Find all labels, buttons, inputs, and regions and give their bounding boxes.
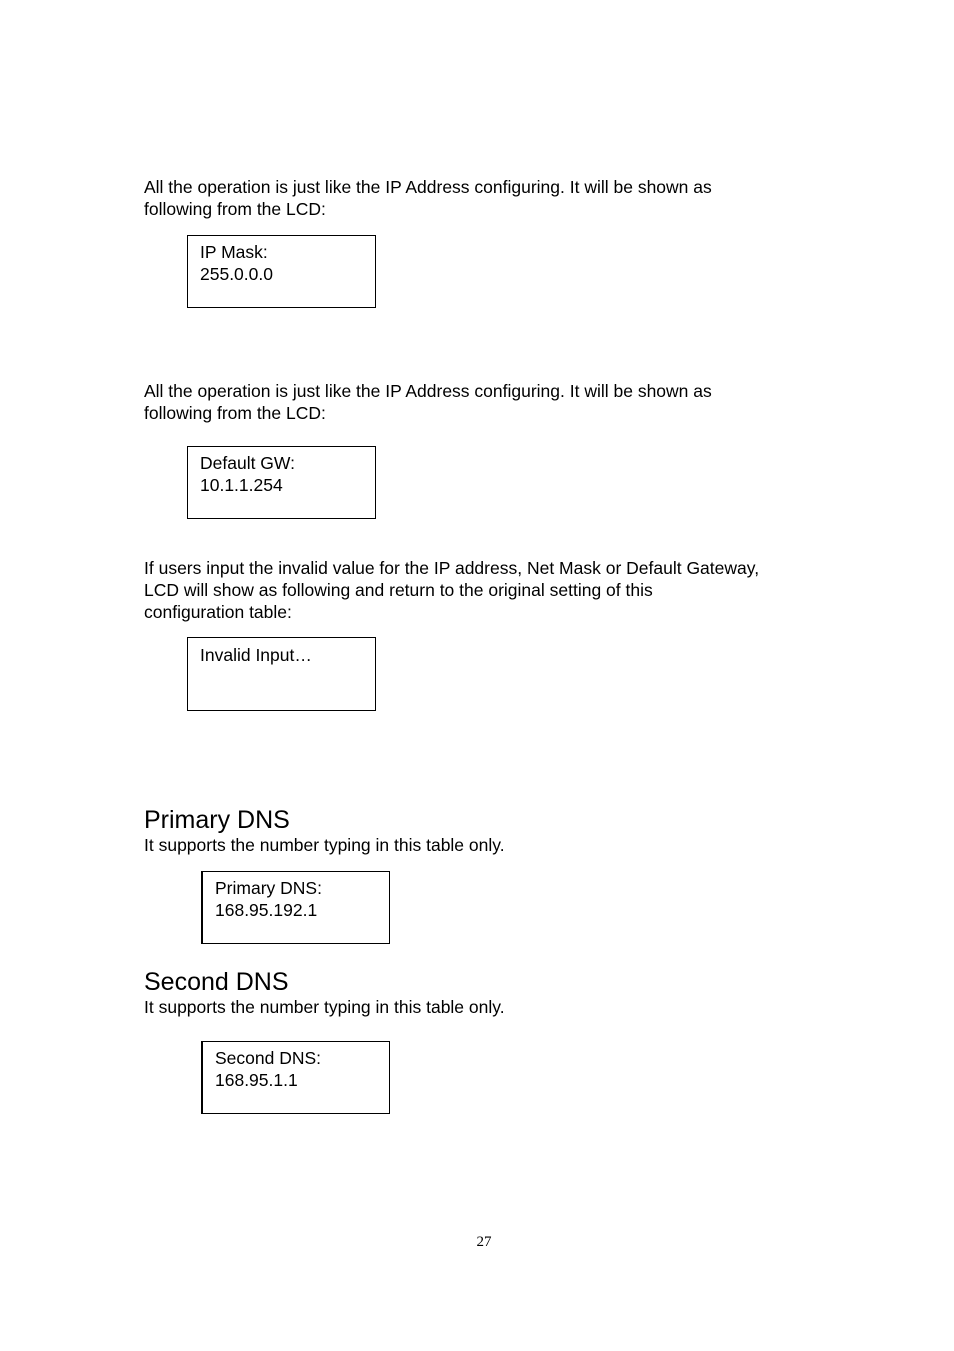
paragraph-line: If users input the invalid value for the IP address, Net Mask or Default Gateway, <box>144 558 760 578</box>
ip-mask-lcd-box <box>187 235 376 308</box>
default-gw-lcd-box <box>187 446 376 519</box>
lcd-label: IP Mask: <box>200 242 268 262</box>
lcd-label: Second DNS: <box>215 1048 322 1068</box>
second-dns-heading: Second DNS <box>144 968 289 996</box>
primary-dns-lcd-box <box>201 871 390 944</box>
ip-mask-intro-paragraph <box>144 176 712 220</box>
lcd-label: Primary DNS: <box>215 878 322 898</box>
default-gw-intro-paragraph <box>144 380 712 424</box>
lcd-value: 168.95.1.1 <box>215 1070 298 1090</box>
primary-dns-heading: Primary DNS <box>144 806 290 834</box>
page-number: 27 <box>476 1234 492 1250</box>
paragraph-line: configuration table: <box>144 602 292 622</box>
lcd-value: 168.95.192.1 <box>215 900 318 920</box>
paragraph-line: All the operation is just like the IP Address configuring. It will be shown as <box>144 381 712 401</box>
second-dns-description: It supports the number typing in this table only. <box>144 997 505 1017</box>
paragraph-line: following from the LCD: <box>144 199 326 219</box>
paragraph-line: All the operation is just like the IP Address configuring. It will be shown as <box>144 177 712 197</box>
invalid-input-lcd-box <box>187 637 376 711</box>
primary-dns-description: It supports the number typing in this table only. <box>144 835 505 855</box>
second-dns-lcd-box <box>201 1041 390 1114</box>
lcd-value: 10.1.1.254 <box>200 475 283 495</box>
paragraph-line: following from the LCD: <box>144 403 326 423</box>
lcd-message: Invalid Input… <box>200 645 312 665</box>
lcd-value: 255.0.0.0 <box>200 264 273 284</box>
invalid-input-intro-paragraph <box>144 557 759 623</box>
lcd-label: Default GW: <box>200 453 295 473</box>
paragraph-line: LCD will show as following and return to the original setting of this <box>144 580 653 600</box>
